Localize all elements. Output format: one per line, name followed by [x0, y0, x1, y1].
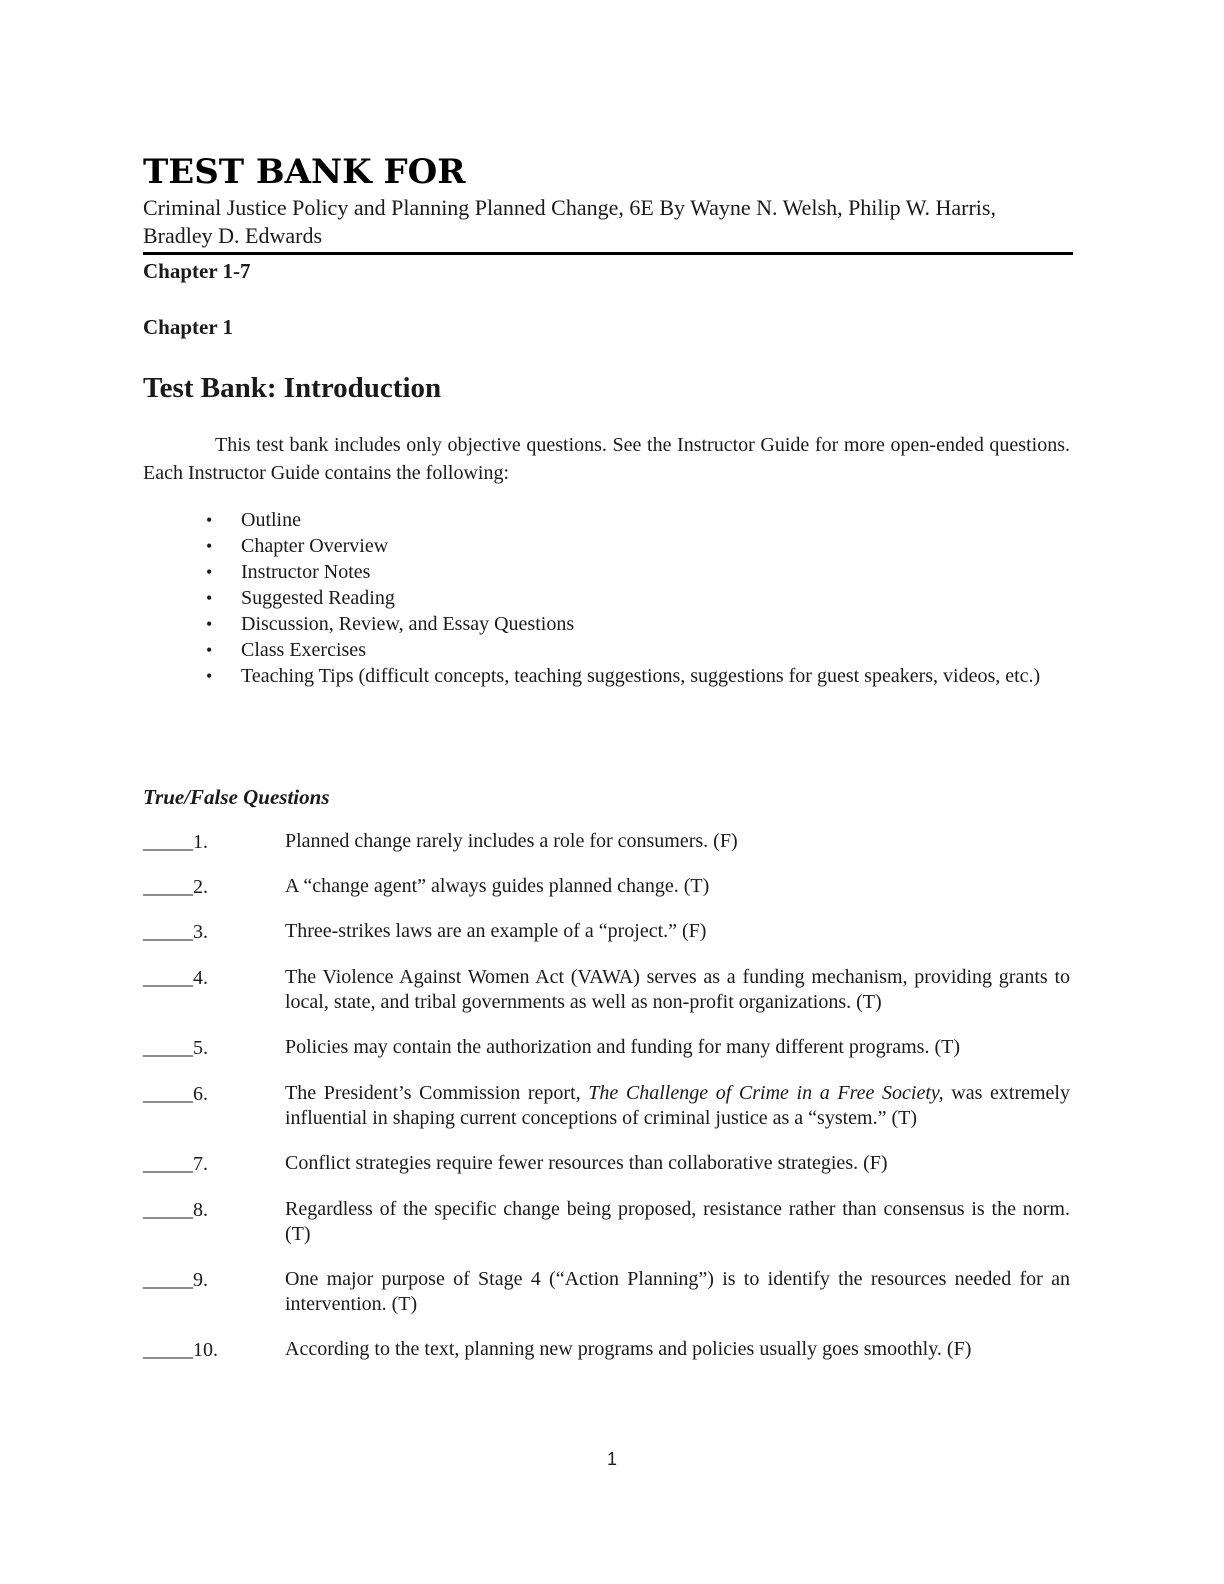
bullet-icon: •	[206, 588, 213, 608]
question-text: A “change agent” always guides planned change. (T)	[285, 875, 710, 897]
answer-blank: _____10.	[143, 1339, 218, 1361]
list-item-label: Instructor Notes	[241, 561, 371, 583]
question-item	[143, 1337, 1073, 1363]
bullet-icon: •	[206, 510, 213, 530]
question-text-lead: The President’s Commission report,	[285, 1082, 589, 1104]
book-title: Criminal Justice Policy and Planning Planned Change, 6E By Wayne N. Welsh, Philip W. Harris, Bradley D. Edwards	[143, 195, 996, 248]
answer-blank: _____7.	[143, 1153, 208, 1175]
question-text: One major purpose of Stage 4 (“Action Planning”) is to identify the resources needed for an intervention. (T)	[285, 1268, 1070, 1315]
intro-paragraph: This test bank includes only objective questions. See the Instructor Guide for more open-ended questions. Each Instructor Guide contains the following:	[143, 434, 1070, 484]
answer-blank: _____8.	[143, 1199, 208, 1221]
list-item	[143, 533, 1070, 559]
bullet-icon: •	[206, 562, 213, 582]
question-text: Three-strikes laws are an example of a “project.” (F)	[285, 920, 707, 942]
question-item	[143, 919, 1073, 945]
header-rule	[143, 252, 1073, 255]
question-item	[143, 1035, 1073, 1061]
test-bank-title: TEST BANK FOR	[143, 152, 466, 192]
section-heading: Test Bank: Introduction	[143, 372, 442, 404]
question-text: Regardless of the specific change being proposed, resistance rather than consensus is the norm. (T)	[285, 1198, 1070, 1245]
list-item-label: Class Exercises	[241, 639, 366, 661]
list-item-label: Chapter Overview	[241, 535, 389, 557]
question-text: The Violence Against Women Act (VAWA) serves as a funding mechanism, providing grants to local, state, and tribal governments as well as non-profit organizations. (T)	[285, 966, 1070, 1013]
true-false-heading: True/False Questions	[143, 785, 330, 809]
list-item	[143, 507, 1070, 533]
question-text: Conflict strategies require fewer resources than collaborative strategies. (F)	[285, 1152, 888, 1174]
guide-contents-list	[143, 507, 1073, 689]
question-list	[143, 829, 1073, 1363]
list-item	[143, 611, 1070, 637]
question-text: Policies may contain the authorization and funding for many different programs. (T)	[285, 1036, 960, 1058]
question-text: Planned change rarely includes a role for consumers. (F)	[285, 830, 738, 852]
chapter-range: Chapter 1-7	[143, 259, 251, 283]
answer-blank: _____6.	[143, 1083, 208, 1105]
list-item-label: Outline	[241, 509, 301, 531]
list-item	[143, 637, 1070, 663]
question-item	[143, 874, 1073, 900]
bullet-icon: •	[206, 666, 213, 686]
list-item	[143, 663, 1070, 689]
answer-blank: _____1.	[143, 831, 208, 853]
question-text	[285, 1081, 1070, 1131]
question-item	[143, 1151, 1073, 1177]
document-page	[143, 150, 1073, 1363]
bullet-icon: •	[206, 536, 213, 556]
report-title: The Challenge of Crime in a Free Society,	[588, 1082, 944, 1104]
question-item	[143, 1081, 1073, 1131]
question-item	[143, 965, 1073, 1015]
chapter-label: Chapter 1	[143, 315, 234, 339]
answer-blank: _____4.	[143, 967, 208, 989]
page-number: 1	[606, 1449, 617, 1469]
question-item	[143, 1197, 1073, 1247]
question-text-tail: was extremely influential in shaping current conceptions of criminal justice as a “system.” (T)	[285, 1082, 1070, 1129]
list-item	[143, 585, 1070, 611]
answer-blank: _____3.	[143, 921, 208, 943]
answer-blank: _____2.	[143, 876, 208, 898]
bullet-icon: •	[206, 614, 213, 634]
question-text: According to the text, planning new programs and policies usually goes smoothly. (F)	[285, 1338, 972, 1360]
answer-blank: _____5.	[143, 1037, 208, 1059]
bullet-icon: •	[206, 640, 213, 660]
question-item	[143, 1267, 1073, 1317]
list-item-label: Discussion, Review, and Essay Questions	[241, 613, 575, 635]
list-item-label: Teaching Tips (difficult concepts, teaching suggestions, suggestions for guest speakers, videos, etc.)	[241, 665, 1041, 687]
answer-blank: _____9.	[143, 1269, 208, 1291]
list-item	[143, 559, 1070, 585]
list-item-label: Suggested Reading	[241, 587, 395, 609]
question-item	[143, 829, 1073, 855]
